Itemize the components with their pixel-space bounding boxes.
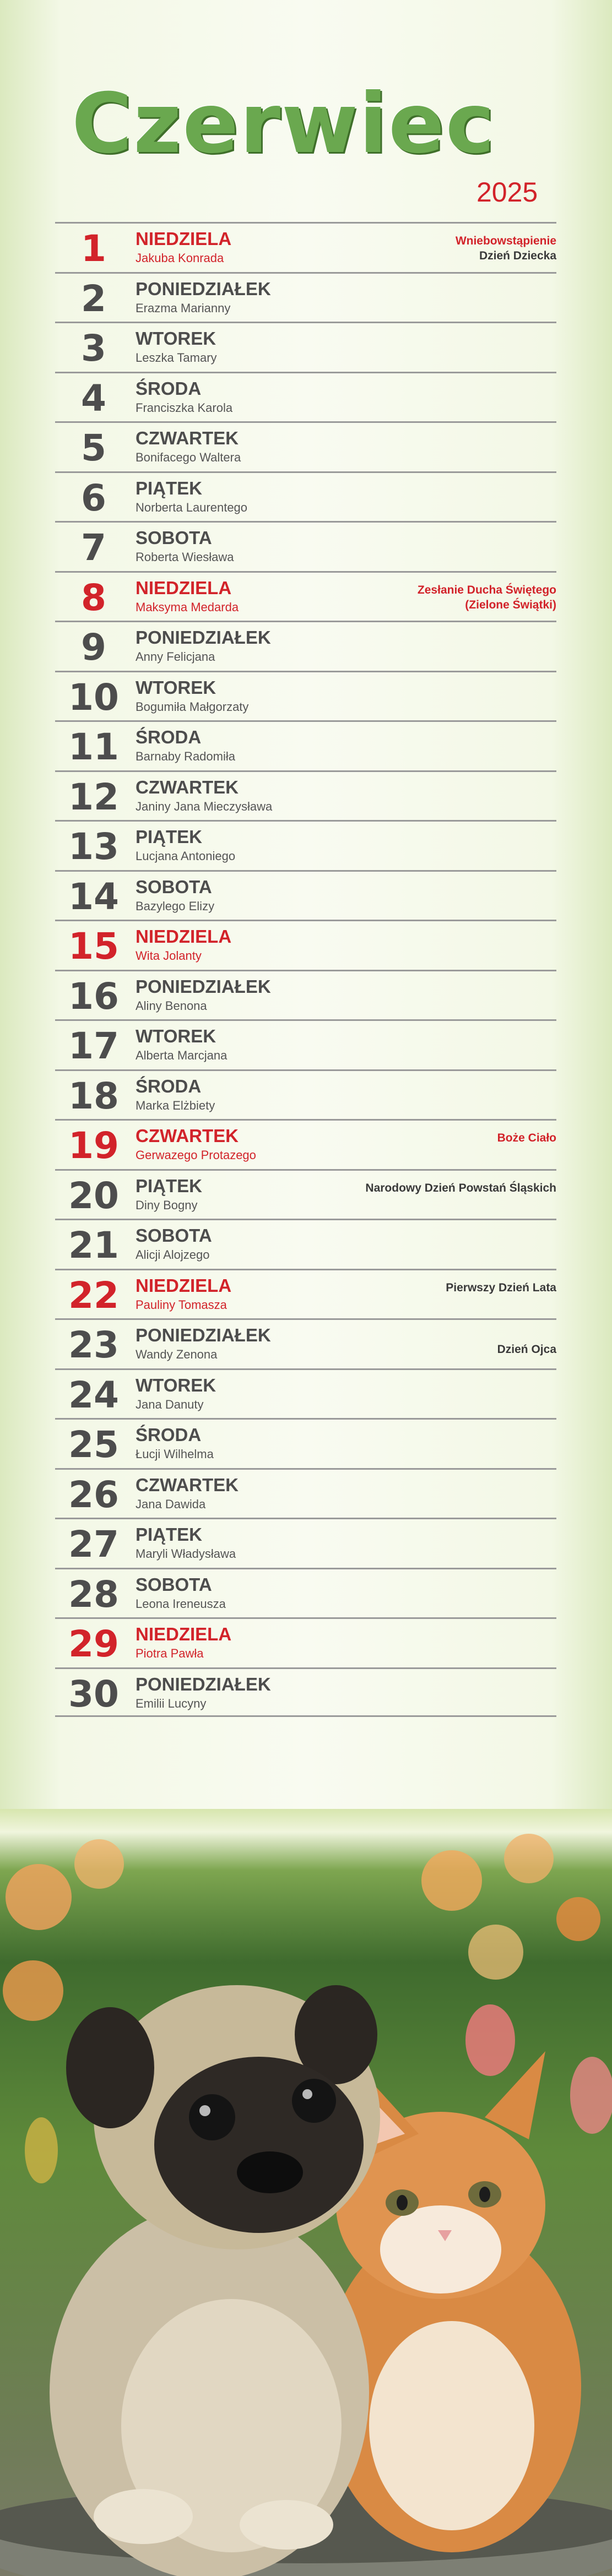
weekday-name: ŚRODA <box>136 378 202 399</box>
weekday-name: CZWARTEK <box>136 776 239 797</box>
name-day-list: Łucji Wilhelma <box>136 1447 214 1461</box>
name-day-list: Erazma Marianny <box>136 301 231 315</box>
weekday-name: CZWARTEK <box>136 1126 239 1146</box>
weekday-name: PIĄTEK <box>136 1524 203 1545</box>
weekday-name: PONIEDZIAŁEK <box>136 627 271 648</box>
day-row <box>55 770 556 820</box>
name-day-list: Bogumiła Małgorzaty <box>136 699 249 714</box>
day-number: 8 <box>81 576 106 619</box>
day-row <box>55 322 556 372</box>
weekday-name: PONIEDZIAŁEK <box>136 278 271 299</box>
name-day-list: Maryli Władysława <box>136 1547 236 1561</box>
weekday-name: SOBOTA <box>136 1574 212 1595</box>
calendar-header <box>0 0 612 220</box>
weekday-name: PIĄTEK <box>136 827 203 847</box>
pug-and-kitten-illustration <box>0 1809 612 2576</box>
weekday-name: NIEDZIELA <box>136 926 232 947</box>
day-number: 12 <box>68 775 119 818</box>
weekday-name: CZWARTEK <box>136 1474 239 1495</box>
name-day-list: Barnaby Radomiła <box>136 749 235 763</box>
name-day-list: Marka Elżbiety <box>136 1098 215 1112</box>
day-row <box>55 471 556 521</box>
weekday-name: NIEDZIELA <box>136 1624 232 1644</box>
day-number: 29 <box>68 1623 119 1665</box>
name-day-list: Anny Felicjana <box>136 650 215 664</box>
name-day-list: Diny Bogny <box>136 1198 198 1212</box>
day-number: 26 <box>68 1473 119 1516</box>
day-number: 27 <box>68 1523 119 1566</box>
day-row <box>55 720 556 770</box>
day-number: 19 <box>68 1124 119 1167</box>
day-number: 28 <box>68 1573 119 1616</box>
day-list <box>55 222 556 1717</box>
day-row <box>55 1219 556 1269</box>
holiday-line: Dzień Dziecka <box>479 249 556 262</box>
day-row <box>55 1269 556 1319</box>
day-row <box>55 671 556 721</box>
holiday-line: (Zielone Świątki) <box>465 598 556 611</box>
day-number: 9 <box>81 626 106 669</box>
name-day-list: Alberta Marcjana <box>136 1048 228 1062</box>
day-row <box>55 421 556 471</box>
day-number: 25 <box>68 1423 119 1466</box>
holiday-note <box>497 1131 556 1145</box>
day-row <box>55 222 556 272</box>
holiday-note <box>365 1181 556 1195</box>
weekday-name: PIĄTEK <box>136 1175 203 1196</box>
name-day-list: Piotra Pawła <box>136 1646 204 1660</box>
name-day-list: Wandy Zenona <box>136 1347 218 1361</box>
day-number: 3 <box>81 327 106 369</box>
day-number: 16 <box>68 975 119 1018</box>
year-label: 2025 <box>476 177 538 208</box>
holiday-line: Boże Ciało <box>497 1132 556 1144</box>
day-row <box>55 621 556 671</box>
weekday-name: WTOREK <box>136 328 216 349</box>
weekday-name: SOBOTA <box>136 528 212 548</box>
day-row <box>55 1568 556 1618</box>
name-day-list: Aliny Benona <box>136 998 207 1013</box>
day-number: 4 <box>81 377 106 420</box>
day-row <box>55 521 556 571</box>
name-day-list: Alicji Alojzego <box>136 1248 210 1262</box>
day-number: 11 <box>68 726 119 768</box>
name-day-list: Jana Dawida <box>136 1497 206 1511</box>
weekday-name: ŚRODA <box>136 1075 202 1096</box>
day-row <box>55 1119 556 1169</box>
holiday-line: Narodowy Dzień Powstań Śląskich <box>365 1181 556 1194</box>
day-row <box>55 1019 556 1069</box>
day-row <box>55 1667 556 1718</box>
day-row <box>55 1318 556 1368</box>
day-row <box>55 1368 556 1419</box>
weekday-name: WTOREK <box>136 1374 216 1395</box>
weekday-name: NIEDZIELA <box>136 229 232 249</box>
day-number: 20 <box>68 1174 119 1217</box>
name-day-list: Bonifacego Waltera <box>136 450 241 464</box>
day-row <box>55 272 556 322</box>
day-row <box>55 920 556 970</box>
day-number: 7 <box>81 526 106 569</box>
day-row <box>55 372 556 422</box>
day-number: 14 <box>68 875 119 918</box>
day-number: 30 <box>68 1672 119 1715</box>
day-row <box>55 1069 556 1119</box>
day-number: 22 <box>68 1274 119 1317</box>
weekday-name: SOBOTA <box>136 876 212 897</box>
day-row <box>55 1617 556 1667</box>
month-title: Czerwiec <box>72 76 496 172</box>
name-day-list: Franciszka Karola <box>136 400 233 415</box>
holiday-note <box>446 1280 556 1295</box>
name-day-list: Roberta Wiesława <box>136 550 234 564</box>
weekday-name: PONIEDZIAŁEK <box>136 1325 271 1345</box>
day-number: 2 <box>81 277 106 320</box>
name-day-list: Jana Danuty <box>136 1397 204 1411</box>
weekday-name: CZWARTEK <box>136 428 239 448</box>
day-row <box>55 870 556 920</box>
holiday-line: Zesłanie Ducha Świętego <box>417 583 556 596</box>
day-number: 23 <box>68 1324 119 1366</box>
day-number: 18 <box>68 1074 119 1117</box>
holiday-line: Wniebowstąpienie <box>455 235 556 247</box>
day-row <box>55 820 556 870</box>
holiday-line: Dzień Ojca <box>497 1343 556 1356</box>
day-row <box>55 1418 556 1468</box>
weekday-name: ŚRODA <box>136 1425 202 1445</box>
weekday-name: WTOREK <box>136 1026 216 1046</box>
day-number: 13 <box>68 825 119 868</box>
weekday-name: PONIEDZIAŁEK <box>136 1673 271 1694</box>
weekday-name: NIEDZIELA <box>136 1275 232 1296</box>
weekday-name: WTOREK <box>136 677 216 698</box>
name-day-list: Gerwazego Protazego <box>136 1148 256 1162</box>
name-day-list: Wita Jolanty <box>136 949 202 963</box>
day-number: 15 <box>68 925 119 968</box>
name-day-list: Maksyma Medarda <box>136 600 239 614</box>
name-day-list: Leona Ireneusza <box>136 1596 226 1611</box>
name-day-list: Emilii Lucyny <box>136 1696 207 1710</box>
day-number: 17 <box>68 1025 119 1067</box>
day-number: 1 <box>81 227 106 270</box>
holiday-note <box>456 233 556 263</box>
day-number: 5 <box>81 427 106 469</box>
day-number: 6 <box>81 476 106 519</box>
weekday-name: PIĄTEK <box>136 477 203 498</box>
holiday-note <box>418 583 556 612</box>
day-row <box>55 1169 556 1219</box>
name-day-list: Janiny Jana Mieczysława <box>136 799 273 813</box>
holiday-line: Pierwszy Dzień Lata <box>446 1281 556 1294</box>
day-number: 24 <box>68 1373 119 1416</box>
weekday-name: PONIEDZIAŁEK <box>136 976 271 997</box>
day-row <box>55 571 556 621</box>
day-row <box>55 970 556 1020</box>
name-day-list: Lucjana Antoniego <box>136 849 236 863</box>
name-day-list: Leszka Tamary <box>136 351 217 365</box>
holiday-note <box>497 1342 556 1357</box>
weekday-name: ŚRODA <box>136 727 202 747</box>
name-day-list: Bazylego Elizy <box>136 899 215 913</box>
day-row <box>55 1518 556 1568</box>
day-number: 21 <box>68 1224 119 1267</box>
calendar-photo <box>0 1809 612 2576</box>
weekday-name: NIEDZIELA <box>136 577 232 598</box>
day-row <box>55 1468 556 1518</box>
name-day-list: Pauliny Tomasza <box>136 1297 227 1312</box>
weekday-name: SOBOTA <box>136 1225 212 1246</box>
name-day-list: Norberta Laurentego <box>136 500 248 514</box>
day-number: 10 <box>68 676 119 719</box>
name-day-list: Jakuba Konrada <box>136 251 224 265</box>
